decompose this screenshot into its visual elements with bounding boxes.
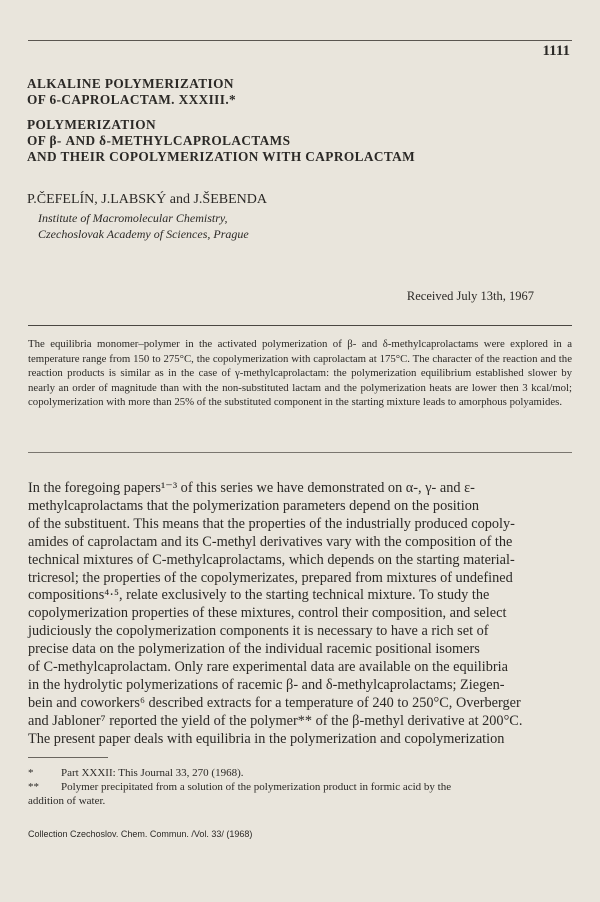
body-text xyxy=(28,480,572,749)
footnote-text: Part XXXII: This Journal 33, 270 (1968). xyxy=(61,767,244,779)
article-title xyxy=(27,76,567,165)
body-line: tricresol; the properties of the copolymerizates, prepared from mixtures of undefined xyxy=(28,569,513,586)
body-line: In the foregoing papers¹⁻³ of this series we have demonstrated on α-, γ- and ε- xyxy=(28,480,475,496)
body-line: of the substituent. This means that the properties of the industrially produced copoly- xyxy=(28,515,515,532)
footnotes xyxy=(28,766,572,808)
body-line: bein and coworkers⁶ described extracts for a temperature of 240 to 250°C, Overberger xyxy=(28,694,521,711)
body-line: methylcaprolactams that the polymerization parameters depend on the position xyxy=(28,497,480,514)
body-line: and Jabloner⁷ reported the yield of the polymer** of the β-methyl derivative at 200°C. xyxy=(28,712,523,729)
header-rule xyxy=(28,40,572,41)
affiliation xyxy=(38,210,249,242)
title-line: OF 6-CAPROLACTAM. XXXIII.* xyxy=(27,92,237,107)
received-date: Received July 13th, 1967 xyxy=(406,289,534,303)
abstract-rule-bottom xyxy=(28,452,572,453)
body-line: copolymerization properties of these mixtures, control their composition, and select xyxy=(28,605,507,622)
title-line: OF β- AND δ-METHYLCAPROLACTAMS xyxy=(27,133,291,148)
body-line: in the hydrolytic polymerizations of racemic β- and δ-methylcaprolactams; Ziegen- xyxy=(28,676,505,693)
title-line: ALKALINE POLYMERIZATION xyxy=(27,76,234,91)
body-line: of C-methylcaprolactam. Only rare experimental data are available on the equilibria xyxy=(28,659,508,676)
footnote-rule xyxy=(28,757,108,758)
footnote xyxy=(28,780,572,794)
journal-citation: Collection Czechoslov. Chem. Commun. /Vol. 33/ (1968) xyxy=(28,829,253,839)
footnote xyxy=(28,766,572,780)
affiliation-line: Czechoslovak Academy of Sciences, Prague xyxy=(38,227,249,241)
footnote-mark: * xyxy=(28,767,34,779)
footnote-text: Polymer precipitated from a solution of the polymerization product in formic acid by the xyxy=(61,781,452,793)
footnote-mark: ** xyxy=(28,781,39,793)
title-line: AND THEIR COPOLYMERIZATION WITH CAPROLACTAM xyxy=(27,149,416,164)
authors: P.ČEFELÍN, J.LABSKÝ and J.ŠEBENDA xyxy=(27,192,267,207)
body-line: technical mixtures of C-methylcaprolactams, which depends on the starting material- xyxy=(28,551,515,568)
title-line: POLYMERIZATION xyxy=(27,117,156,132)
abstract-rule-top xyxy=(28,325,572,326)
body-line: amides of caprolactam and its C-methyl derivatives vary with the composition of the xyxy=(28,533,513,550)
footnote-continuation: addition of water. xyxy=(28,795,106,807)
body-line: precise data on the polymerization of the individual racemic positional isomers xyxy=(28,641,480,658)
body-line: The present paper deals with equilibria in the polymerization and copolymerization xyxy=(28,730,505,747)
affiliation-line: Institute of Macromolecular Chemistry, xyxy=(38,211,228,225)
body-line: compositions⁴·⁵, relate exclusively to the starting technical mixture. To study the xyxy=(28,587,490,604)
abstract: The equilibria monomer–polymer in the activated polymerization of β- and δ-methylcaprolactams were explored in a temperature range from 150 to 275°C, the copolymerization with caprolactam at 175°C. The character of the reaction and the reaction products is similar as in the case of γ-methylcaprolactam: the polymerization equilibrium established slower by nearly an order of magnitude than with the non-substituted lactam and the polymerization heats are lower then 3 kcal/mol; copolymerization with more than 25% of the substituted component in the starting mixture leads to amorphous polyamides. xyxy=(28,338,572,409)
page-number: 1111 xyxy=(542,43,570,59)
body-line: judiciously the copolymerization components it is necessary to have a rich set of xyxy=(28,623,489,640)
